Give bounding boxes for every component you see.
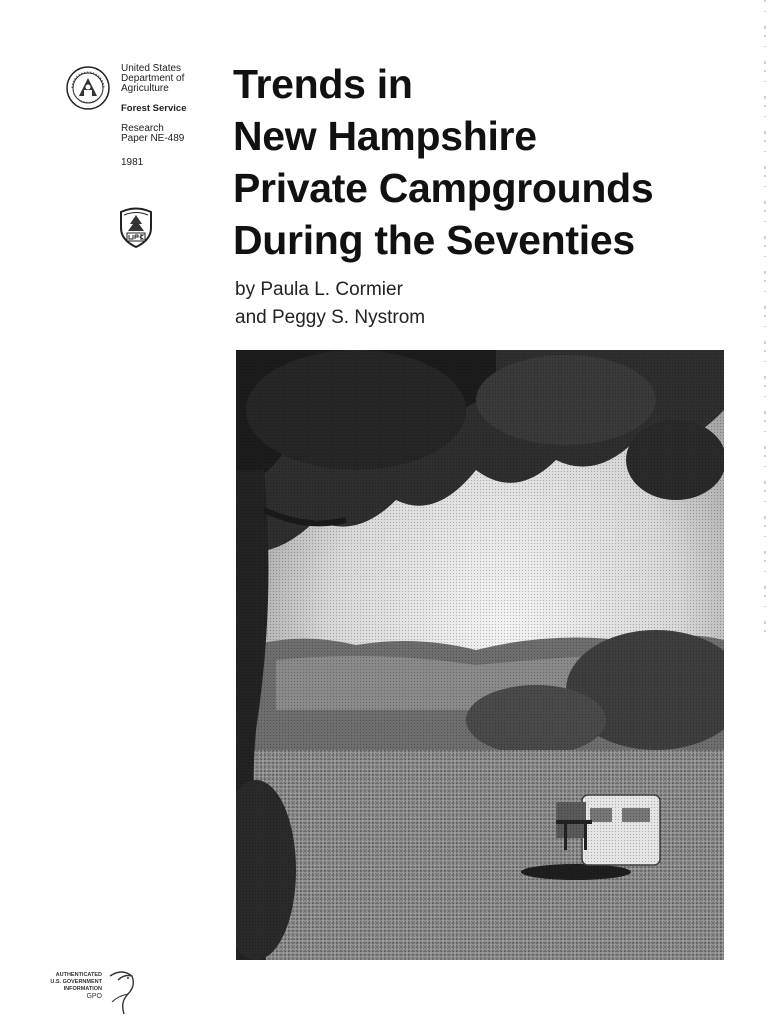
gpo-seal-line: U.S. GOVERNMENT <box>50 979 102 985</box>
research-paper-number <box>121 124 221 144</box>
usda-seal-icon <box>66 66 110 110</box>
author-line: by Paula L. Cormier <box>235 279 403 300</box>
title-line: During the Seventies <box>233 217 635 263</box>
gpo-eagle-icon <box>106 968 138 1016</box>
forest-service-shield-icon <box>118 206 154 248</box>
scan-margin-marks <box>762 0 768 640</box>
title-line: Private Campgrounds <box>233 165 654 211</box>
forest-service-label: Forest Service <box>121 103 187 114</box>
title-line: Trends in <box>233 61 413 107</box>
gpo-seal-mark: GPO <box>86 993 102 1000</box>
department-line: Agriculture <box>121 83 169 94</box>
paper-title <box>233 58 753 266</box>
title-line: New Hampshire <box>233 113 537 159</box>
research-paper-line: Paper NE-489 <box>121 133 185 144</box>
authors <box>235 276 425 332</box>
gpo-seal-line: INFORMATION <box>63 986 102 992</box>
gpo-authentication-seal <box>40 968 140 1018</box>
department-line: Department of <box>121 73 185 84</box>
cover-photograph <box>236 350 724 960</box>
gpo-seal-text <box>44 972 102 1000</box>
research-paper-line: Research <box>121 123 164 134</box>
department-line: United States <box>121 63 182 74</box>
publication-year: 1981 <box>121 157 144 168</box>
gpo-seal-line: AUTHENTICATED <box>55 972 102 978</box>
author-line: and Peggy S. Nystrom <box>235 307 426 328</box>
agency-block <box>121 64 221 168</box>
department-name <box>121 64 221 94</box>
